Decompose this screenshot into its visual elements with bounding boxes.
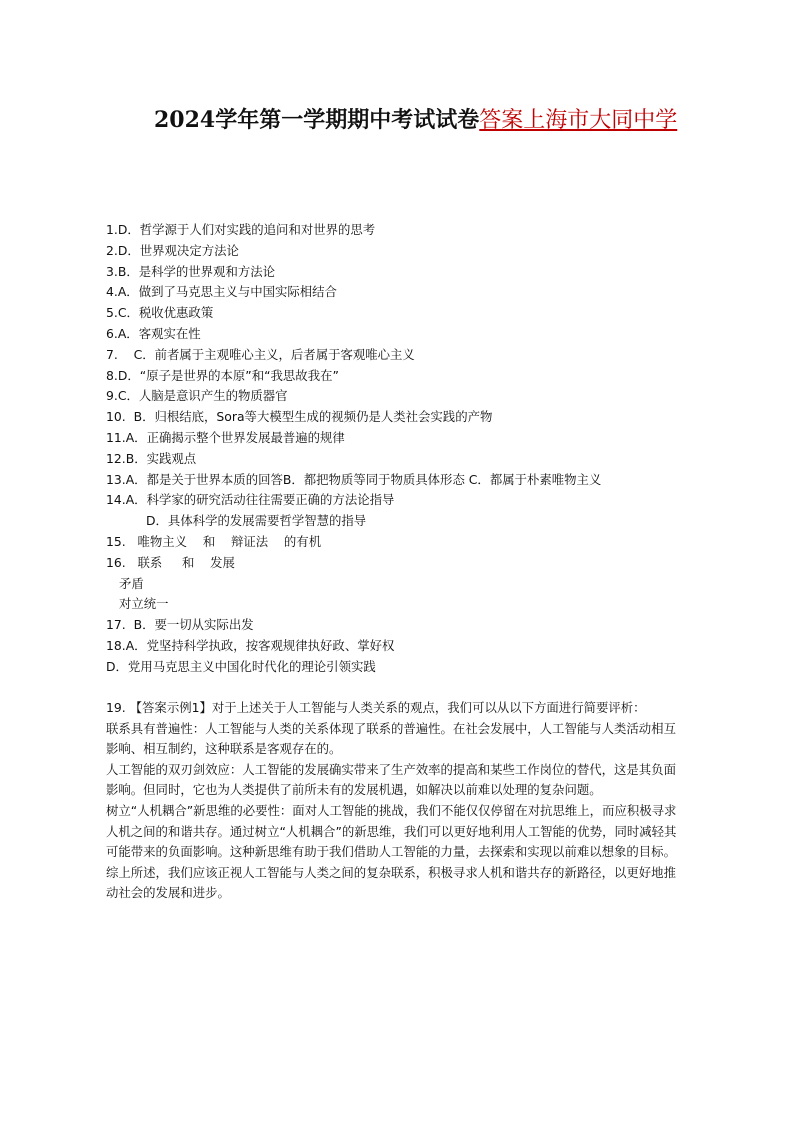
essay-paragraph-2: 人工智能的双刃剑效应：人工智能的发展确实带来了生产效率的提高和某些工作岗位的替代，这是其负面影响。但同时，它也为人类提供了前所未有的发展机遇，如解决以前难以处理的复杂问题。 (106, 761, 676, 798)
answer-14a: 14.A．科学家的研究活动往往需要正确的方法论指导 (106, 492, 395, 508)
answer-8: 8.D．“原子是世界的本原”和“我思故我在” (106, 367, 339, 383)
answer-5: 5.C．税收优惠政策 (106, 305, 214, 321)
answer-17: 17. B．要一切从实际出发 (106, 617, 254, 633)
answer-18d: D．党用马克思主义中国化时代化的理论引领实践 (106, 658, 376, 674)
answer-12: 12.B．实践观点 (106, 450, 197, 466)
answer-16: 16. 联系 和 发展 (106, 554, 235, 570)
answer-11: 11.A．正确揭示整个世界发展最普遍的规律 (106, 429, 345, 445)
essay-conclusion: 综上所述，我们应该正视人工智能与人类之间的复杂联系，积极寻求人机和谐共存的新路径，以更好地推动社会的发展和进步。 (106, 864, 676, 901)
title-main: 2024学年第一学期期中考试试卷 (154, 107, 480, 133)
answer-14d: D．具体科学的发展需要哲学智慧的指导 (146, 513, 367, 529)
answer-18a: 18.A．党坚持科学执政，按客观规律执好政、掌好权 (106, 637, 395, 653)
answer-6: 6.A．客观实在性 (106, 325, 201, 341)
essay-intro: 19. 【答案示例1】对于上述关于人工智能与人类关系的观点，我们可以从以下方面进行简要评析： (106, 700, 646, 715)
answer-3: 3.B．是科学的世界观和方法论 (106, 263, 276, 279)
answer-16-contradiction: 矛盾 (119, 575, 144, 591)
title-link[interactable]: 答案上海市大同中学 (479, 108, 678, 133)
answer-16-unity: 对立统一 (119, 596, 169, 612)
answer-10: 10. B．归根结底，Sora等大模型生成的视频仍是人类社会实践的产物 (106, 409, 493, 425)
answer-7: 7. C．前者属于主观唯心主义，后者属于客观唯心主义 (106, 346, 415, 362)
essay-paragraph-1: 联系具有普遍性：人工智能与人类的关系体现了联系的普遍性。在社会发展中，人工智能与人类活动相互影响、相互制约，这种联系是客观存在的。 (106, 720, 676, 757)
answer-13: 13.A．都是关于世界本质的回答B．都把物质等同于物质具体形态 C．都属于朴素唯物主义 (106, 471, 602, 487)
answer-4: 4.A．做到了马克思主义与中国实际相结合 (106, 284, 337, 300)
answer-15: 15. 唯物主义 和 辩证法 的有机 (106, 533, 322, 549)
answer-2: 2.D．世界观决定方法论 (106, 242, 239, 258)
answer-1: 1.D．哲学源于人们对实践的追问和对世界的思考 (106, 222, 376, 237)
essay-answer (106, 698, 688, 904)
page-title (106, 98, 696, 143)
essay-paragraph-3: 树立“人机耦合”新思维的必要性：面对人工智能的挑战，我们不能仅仅停留在对抗思维上，而应积极寻求人机之间的和谐共存。通过树立“人机耦合”的新思维，我们可以更好地利用人工智能的优势，同时减轻其可能带来的负面影响。这种新思维有助于我们借助人工智能的力量，去探索和实现以前难以想象的目标。 (106, 802, 677, 860)
answer-9: 9.C．人脑是意识产生的物质器官 (106, 388, 288, 404)
answer-list (106, 220, 706, 678)
